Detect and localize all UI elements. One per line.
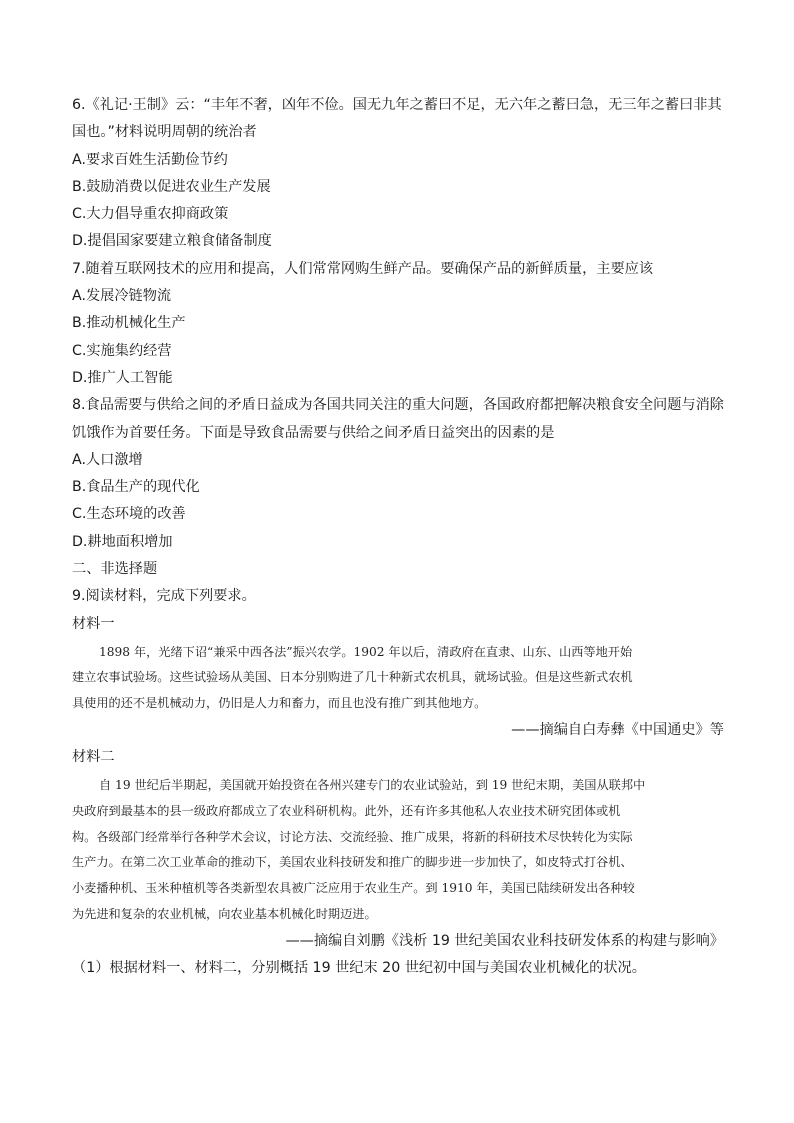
material-1-line-3: 具使用的还不是机械动力，仍旧是人力和畜力，而且也没有推广到其他地方。 <box>72 696 487 711</box>
section-heading: 二、非选择题 <box>72 561 158 578</box>
material-1-title: 材料一 <box>72 615 115 632</box>
material-2-line-3: 构。各级部门经常举行各种学术会议，讨论方法、交流经验、推广成果，将新的科研技术尽快转化为实际 <box>72 829 633 844</box>
question-7-option-d: D.推广人工智能 <box>72 369 173 386</box>
question-8-option-b: B.食品生产的现代化 <box>72 479 200 496</box>
material-1-line-1: 1898 年，光绪下诏“兼采中西各法”振兴农学。1902 年以后，清政府在直隶、山东、山西等地开始 <box>99 644 633 659</box>
question-6-option-a: A.要求百姓生活勤俭节约 <box>72 151 228 168</box>
question-6-stem-line-1: 6.《礼记·王制》云：“丰年不奢，凶年不俭。国无九年之蓄曰不足，无六年之蓄曰急，无三年之蓄曰非其 <box>72 97 722 113</box>
material-2-line-1: 自 19 世纪后半期起，美国就开始投资在各州兴建专门的农业试验站，到 19 世纪末期，美国从联邦中 <box>99 778 646 793</box>
question-6-option-d: D.提倡国家要建立粮食储备制度 <box>72 233 272 250</box>
material-2-line-6: 为先进和复杂的农业机械，向农业基本机械化时期迈进。 <box>72 907 377 922</box>
question-7 <box>72 256 724 392</box>
question-6-option-b: B.鼓励消费以促进农业生产发展 <box>72 178 271 195</box>
material-2-line-4: 生产力。在第二次工业革命的推动下，美国农业科技研发和推广的脚步进一步加快了，如皮特式打谷机、 <box>72 855 633 870</box>
question-7-option-b: B.推动机械化生产 <box>72 315 186 332</box>
material-2-line-5: 小麦播种机、玉米种植机等各类新型农具被广泛应用于农业生产。到 1910 年，美国已陆续研发出各种较 <box>72 881 635 896</box>
question-6 <box>72 92 724 256</box>
question-8-stem-line-1: 8.食品需要与供给之间的矛盾日益成为各国共同关注的重大问题，各国政府都把解决粮食安全问题与消除 <box>72 397 724 414</box>
question-6-option-c: C.大力倡导重农抑商政策 <box>72 206 229 223</box>
question-9-subquestion-1: （1）根据材料一、材料二，分别概括 19 世纪末 20 世纪初中国与美国农业机械化的状况。 <box>72 959 646 976</box>
question-8-stem-line-2: 饥饿作为首要任务。下面是导致食品需要与供给之间矛盾日益突出的因素的是 <box>72 424 555 441</box>
document-page <box>72 92 724 982</box>
question-8 <box>72 392 724 556</box>
question-9-stem: 9.阅读材料，完成下列要求。 <box>72 588 256 605</box>
question-8-option-a: A.人口激增 <box>72 451 143 468</box>
question-7-option-c: C.实施集约经营 <box>72 342 172 359</box>
material-2-title: 材料二 <box>72 749 115 766</box>
material-1-line-2: 建立农事试验场。这些试验场从美国、日本分别购进了几十种新式农机具，就场试验。但是这些新式农机 <box>72 670 633 685</box>
question-8-option-c: C.生态环境的改善 <box>72 506 186 523</box>
material-2-line-2: 央政府到最基本的县一级政府都成立了农业科研机构。此外，还有许多其他私人农业技术研究团体或机 <box>72 803 621 818</box>
material-2-text <box>72 773 724 928</box>
question-6-stem-line-2: 国也。”材料说明周朝的统治者 <box>72 124 257 141</box>
material-2-source: ——摘编自刘鹏《浅析 19 世纪美国农业科技研发体系的构建与影响》 <box>285 932 724 949</box>
question-8-option-d: D.耕地面积增加 <box>72 533 173 550</box>
material-1-source: ——摘编自白寿彝《中国通史》等 <box>511 722 724 739</box>
material-1-text <box>72 640 724 717</box>
question-9 <box>72 583 724 982</box>
question-7-stem: 7.随着互联网技术的应用和提高，人们常常网购生鲜产品。要确保产品的新鲜质量，主要应该 <box>72 260 654 277</box>
question-7-option-a: A.发展冷链物流 <box>72 288 172 305</box>
